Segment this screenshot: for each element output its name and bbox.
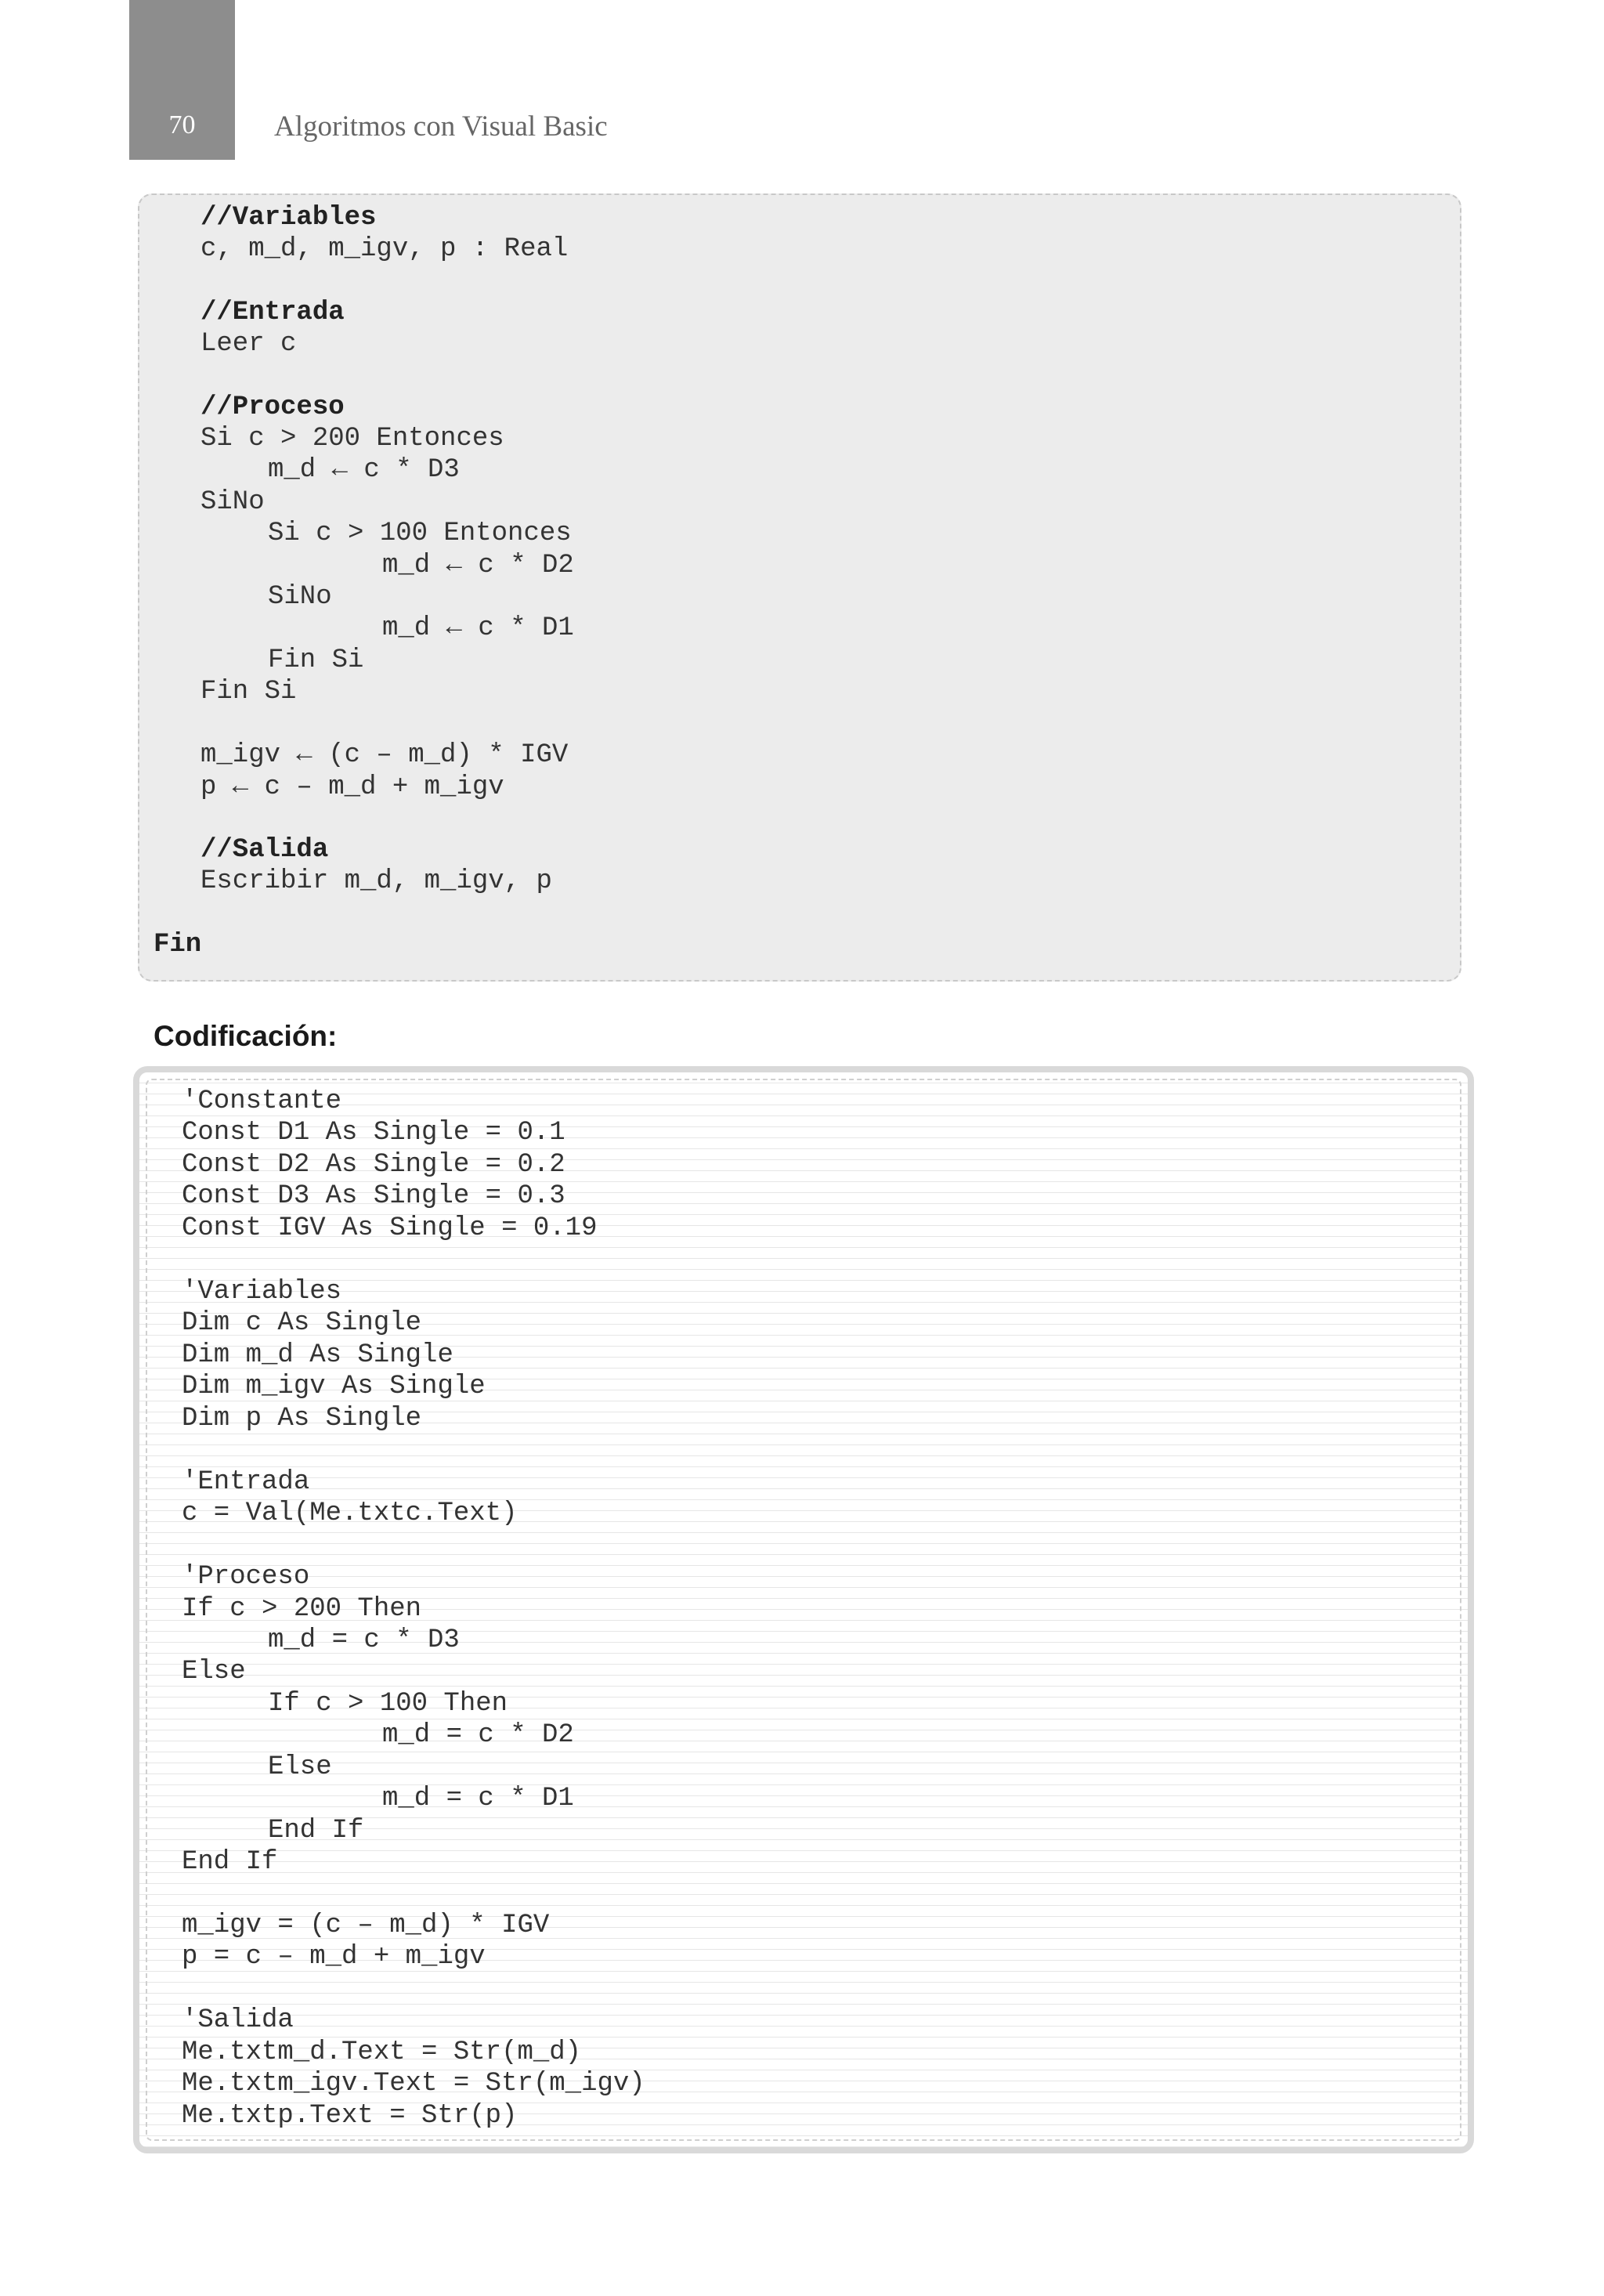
pseudocode-line: m_d ← c * D2 [382,551,574,580]
code-line: Dim m_d As Single [182,1340,453,1370]
codificacion-heading: Codificación: [154,1020,338,1052]
code-comment: 'Entrada [182,1467,310,1497]
code-line: p = c – m_d + m_igv [182,1942,486,1972]
pseudocode-line: c, m_d, m_igv, p : Real [200,234,569,264]
pseudocode-comment: //Variables [200,203,377,233]
code-line: Const D3 As Single = 0.3 [182,1181,565,1211]
code-comment: 'Variables [182,1277,342,1307]
pseudocode-end: Fin [154,930,202,960]
code-line: m_d = c * D3 [268,1625,460,1655]
pseudocode-line: m_d ← c * D3 [268,455,460,485]
code-line: Const D1 As Single = 0.1 [182,1118,565,1148]
code-line: If c > 200 Then [182,1594,422,1624]
code-line: m_igv = (c – m_d) * IGV [182,1911,550,1940]
pseudocode-line: Fin Si [268,645,364,675]
code-line: Const D2 As Single = 0.2 [182,1150,565,1180]
pseudocode-line: Escribir m_d, m_igv, p [200,866,552,896]
code-line: If c > 100 Then [268,1689,508,1719]
code-line: Else [268,1752,332,1782]
pseudocode-line: SiNo [200,487,265,517]
code-line: Const IGV As Single = 0.19 [182,1213,598,1243]
pseudocode-line: Fin Si [200,677,297,707]
code-line: Me.txtm_igv.Text = Str(m_igv) [182,2069,645,2099]
pseudocode-comment: //Proceso [200,392,345,422]
code-line: Else [182,1657,246,1687]
pseudocode-line: Leer c [200,329,297,359]
code-comment: 'Salida [182,2005,294,2035]
code-line: Dim c As Single [182,1308,422,1338]
pseudocode-line: SiNo [268,582,332,612]
pseudocode-line: p ← c – m_d + m_igv [200,772,504,802]
code-line: Dim p As Single [182,1404,422,1434]
pseudocode-line: m_d ← c * D1 [382,613,574,643]
pseudocode-comment: //Entrada [200,298,345,327]
code-line: Me.txtm_d.Text = Str(m_d) [182,2037,582,2067]
pseudocode-line: Si c > 100 Entonces [268,519,572,548]
pseudocode-line: Si c > 200 Entonces [200,424,504,454]
code-line: End If [268,1816,364,1846]
pseudocode-comment: //Salida [200,835,329,865]
code-line: Dim m_igv As Single [182,1372,486,1401]
code-line: Me.txtp.Text = Str(p) [182,2101,518,2131]
running-title: Algoritmos con Visual Basic [274,110,608,143]
code-comment: 'Constante [182,1087,342,1116]
page-number: 70 [168,110,196,139]
code-comment: 'Proceso [182,1562,310,1592]
code-line: End If [182,1847,278,1877]
code-line: m_d = c * D2 [382,1720,574,1750]
pseudocode-line: m_igv ← (c – m_d) * IGV [200,740,569,770]
code-line: m_d = c * D1 [382,1784,574,1813]
code-line: c = Val(Me.txtc.Text) [182,1499,518,1528]
